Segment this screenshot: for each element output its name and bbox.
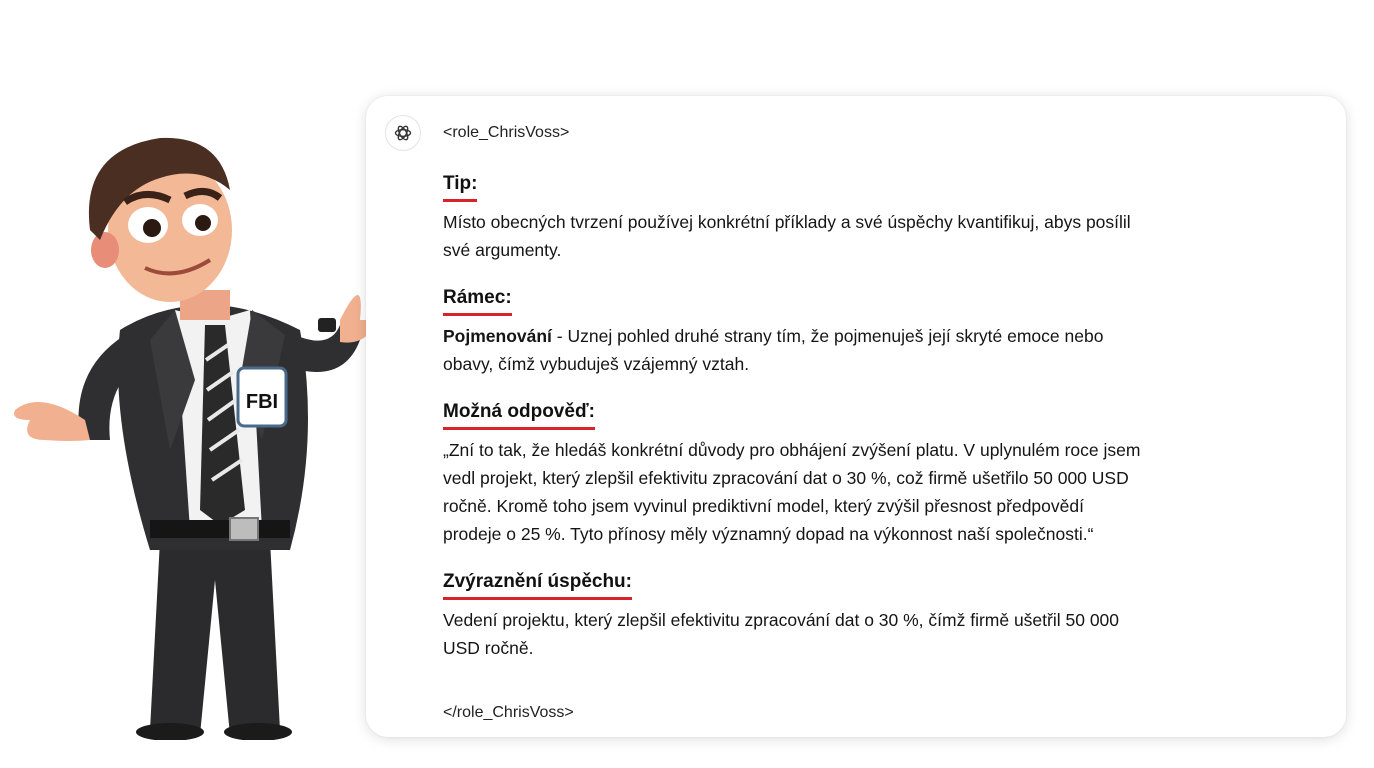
section-text-body: - Uznej pohled druhé strany tím, že pojmenuješ její skryté emoce nebo obavy, čímž vybuduješ vzájemný vztah. bbox=[443, 326, 1104, 374]
message-content bbox=[443, 172, 1143, 684]
section-heading: Zvýraznění úspěchu: bbox=[443, 570, 632, 600]
openai-logo-icon bbox=[393, 123, 413, 143]
section-possible-answer bbox=[443, 400, 1143, 548]
section-framework bbox=[443, 286, 1143, 378]
section-text: „Zní to tak, že hledáš konkrétní důvody pro obhájení zvýšení platu. V uplynulém roce jsem vedl projekt, který zlepšil efektivitu zpracování dat o 30 %, což firmě ušetřilo 50 000 USD ročně. Kromě toho jsem vyvinul prediktivní model, který zvýšil přesnost předpovědí prodeje o 25 %. Tyto přínosy měly významný dopad na výkonnost naší společnosti.“ bbox=[443, 440, 1141, 544]
section-heading: Rámec: bbox=[443, 286, 512, 316]
section-text: Vedení projektu, který zlepšil efektivitu zpracování dat o 30 %, čímž firmě ušetřil 50 000 USD ročně. bbox=[443, 610, 1120, 658]
fbi-badge-text: FBI bbox=[245, 391, 279, 413]
chat-message-card bbox=[366, 96, 1346, 737]
role-close-tag: </role_ChrisVoss> bbox=[443, 704, 574, 721]
role-open-tag: <role_ChrisVoss> bbox=[443, 124, 570, 141]
section-heading: Tip: bbox=[443, 172, 477, 202]
section-heading: Možná odpověď: bbox=[443, 400, 595, 430]
assistant-avatar bbox=[385, 115, 421, 151]
section-achievement bbox=[443, 570, 1143, 662]
section-text: Místo obecných tvrzení používej konkrétní příklady a své úspěchy kvantifikuj, abys posílil své argumenty. bbox=[443, 212, 1131, 260]
section-tip bbox=[443, 172, 1143, 264]
section-text bbox=[443, 322, 1143, 378]
bold-lead: Pojmenování bbox=[443, 326, 552, 346]
